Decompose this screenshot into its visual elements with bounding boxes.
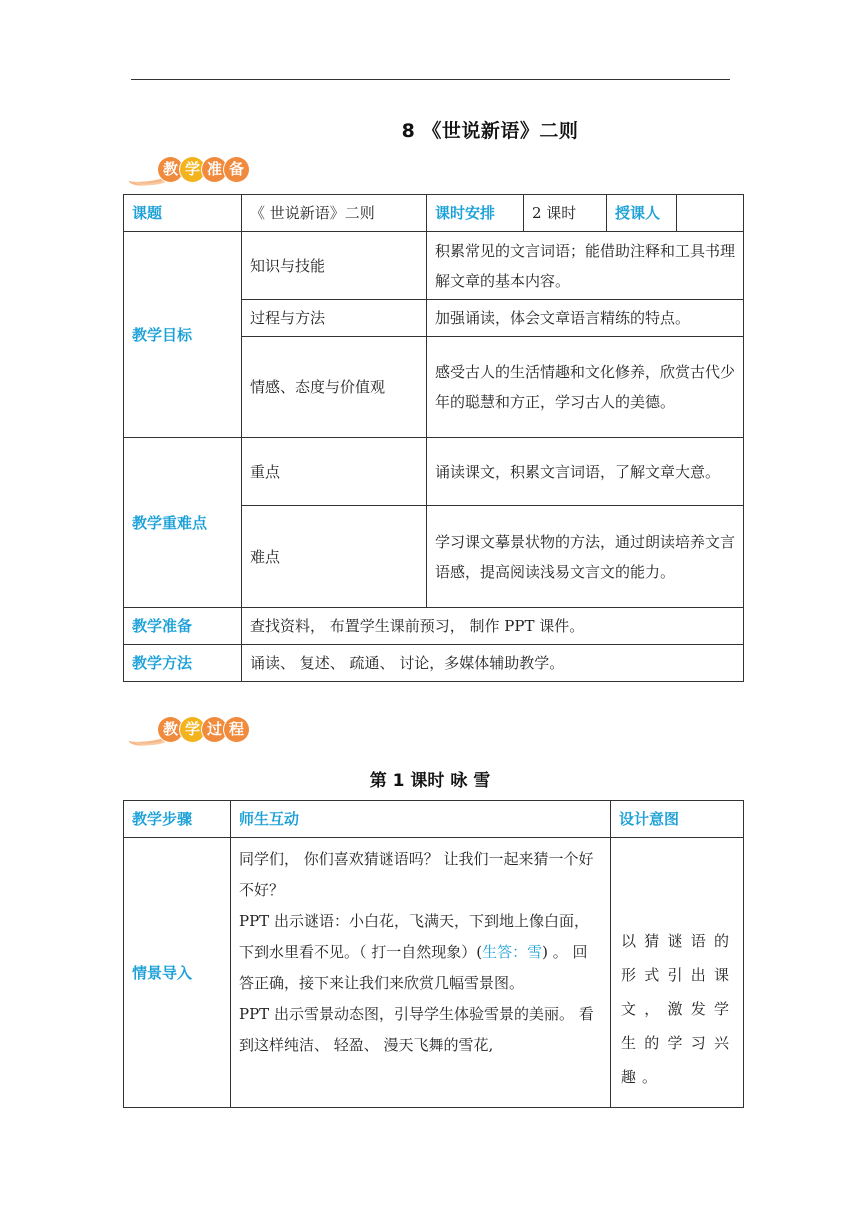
- riddle-text: PPT 出示谜语：小白花，飞满天，下到地上像白面，下到水里看不见。（ 打一自然现象）(: [239, 912, 589, 961]
- topic-value: 《 世说新语》二则: [242, 195, 427, 232]
- topic-label: 课题: [124, 195, 242, 232]
- difficulty-name: 难点: [242, 506, 427, 608]
- header-rule: [131, 79, 730, 80]
- goal-name: 情感、态度与价值观: [242, 337, 427, 438]
- badge-char: 学: [180, 717, 205, 742]
- badge-char: 过: [202, 717, 227, 742]
- difficulty-text: 学习课文摹景状物的方法，通过朗读培养文言语感，提高阅读浅易文言文的能力。: [427, 506, 744, 608]
- badge-char: 学: [180, 157, 205, 182]
- badge-char: 程: [224, 717, 249, 742]
- badge-char: 教: [158, 157, 183, 182]
- badge-char: 备: [224, 157, 249, 182]
- goal-text: 积累常见的文言词语；能借助注释和工具书理解文章的基本内容。: [427, 232, 744, 300]
- lesson-info-table: [123, 194, 744, 682]
- teacher-value: [677, 195, 744, 232]
- section-badge-process: [128, 712, 258, 748]
- page-title: 8 《世说新语》二则: [401, 120, 579, 142]
- interaction-p3: PPT 出示雪景动态图，引导学生体验雪景的美丽。 看到这样纯洁、 轻盈、 漫天飞舞的雪花,: [239, 1005, 594, 1054]
- step-name: 情景导入: [124, 838, 231, 1108]
- lesson-title: 第 1 课时 咏 雪: [369, 771, 491, 791]
- goal-name: 过程与方法: [242, 300, 427, 337]
- goal-name: 知识与技能: [242, 232, 427, 300]
- col-intent-header: 设计意图: [611, 801, 744, 838]
- difficulty-text: 诵读课文，积累文言词语，了解文章大意。: [427, 438, 744, 506]
- method-text: 诵读、 复述、 疏通、 讨论，多媒体辅助教学。: [242, 645, 744, 682]
- interaction-p1: 同学们， 你们喜欢猜谜语吗？ 让我们一起来猜一个好不好？: [239, 850, 594, 899]
- lesson-process-table: [123, 800, 744, 1108]
- goal-text: 感受古人的生活情趣和文化修养，欣赏古代少年的聪慧和方正，学习古人的美德。: [427, 337, 744, 438]
- col-interact-header: 师生互动: [231, 801, 611, 838]
- method-label: 教学方法: [124, 645, 242, 682]
- badge-char: 准: [202, 157, 227, 182]
- goals-label: 教学目标: [124, 232, 242, 438]
- difficulty-label: 教学重难点: [124, 438, 242, 608]
- teacher-label: 授课人: [607, 195, 677, 232]
- design-intent: 以猜谜语的形式引出课文，激发学生的学习兴趣。: [611, 838, 744, 1108]
- interaction-cell: [231, 838, 611, 1108]
- prep-label: 教学准备: [124, 608, 242, 645]
- hours-label: 课时安排: [427, 195, 524, 232]
- badge-char: 教: [158, 717, 183, 742]
- col-step-header: 教学步骤: [124, 801, 231, 838]
- student-answer: 生答：雪: [482, 943, 543, 961]
- riddle-followup: ) 。 回答正确，接下来让我们来欣赏几幅雪景图。: [239, 943, 588, 992]
- interaction-p2: [239, 906, 602, 999]
- goal-text: 加强诵读，体会文章语言精练的特点。: [427, 300, 744, 337]
- section-badge-prep: [128, 152, 258, 188]
- difficulty-name: 重点: [242, 438, 427, 506]
- hours-value: 2 课时: [524, 195, 607, 232]
- prep-text: 查找资料， 布置学生课前预习， 制作 PPT 课件。: [242, 608, 744, 645]
